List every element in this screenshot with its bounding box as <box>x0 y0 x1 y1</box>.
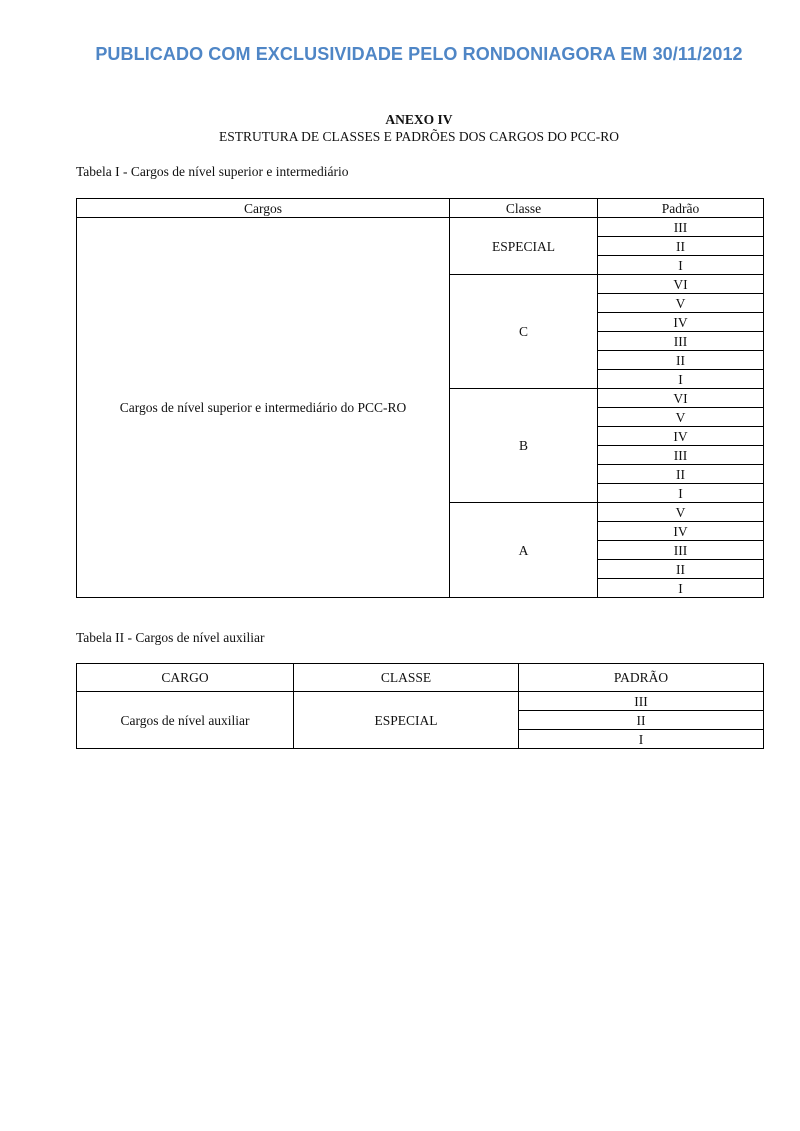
table1-padrao-cell: II <box>598 465 764 484</box>
table2-padrao-cell: I <box>519 730 764 749</box>
table1-padrao-cell: I <box>598 484 764 503</box>
table2-header-padrao: PADRÃO <box>519 664 764 692</box>
table2-classe-cell: ESPECIAL <box>294 692 519 749</box>
table1-padrao-cell: IV <box>598 522 764 541</box>
table1-header-classe: Classe <box>450 199 598 218</box>
table1-padrao-cell: V <box>598 503 764 522</box>
table1-header-cargos: Cargos <box>77 199 450 218</box>
table1-padrao-cell: IV <box>598 427 764 446</box>
table2-padrao-cell: III <box>519 692 764 711</box>
table1-padrao-cell: III <box>598 218 764 237</box>
table2-header-row <box>77 664 764 692</box>
table2-header-classe: CLASSE <box>294 664 519 692</box>
table1-padrao-cell: III <box>598 446 764 465</box>
table1-header-padrao: Padrão <box>598 199 764 218</box>
table1-padrao-cell: II <box>598 560 764 579</box>
annex-subtitle: ESTRUTURA DE CLASSES E PADRÕES DOS CARGOS DO PCC-RO <box>218 129 620 144</box>
table1-padrao-cell: I <box>598 370 764 389</box>
table2-cargo-cell: Cargos de nível auxiliar <box>77 692 294 749</box>
table2-body <box>77 692 764 749</box>
table1-padrao-cell: IV <box>598 313 764 332</box>
publication-banner: PUBLICADO COM EXCLUSIVIDADE PELO RONDONIAGORA EM 30/11/2012 <box>95 44 743 64</box>
table1-body <box>77 218 764 598</box>
table-row <box>77 692 764 711</box>
table1-padrao-cell: VI <box>598 275 764 294</box>
table1-padrao-cell: I <box>598 579 764 598</box>
table1-padrao-cell: III <box>598 332 764 351</box>
table1-padrao-cell: VI <box>598 389 764 408</box>
annex-title: ANEXO IV <box>385 112 453 127</box>
table1-padrao-cell: II <box>598 237 764 256</box>
table-row <box>77 218 764 237</box>
table1-classe-cell: C <box>450 275 598 389</box>
table1-classe-cell: B <box>450 389 598 503</box>
table1-padrao-cell: V <box>598 408 764 427</box>
table1 <box>76 198 764 598</box>
table1-header-row <box>77 199 764 218</box>
table1-caption: Tabela I - Cargos de nível superior e intermediário <box>76 164 349 179</box>
table2-caption: Tabela II - Cargos de nível auxiliar <box>76 630 265 645</box>
table1-padrao-cell: I <box>598 256 764 275</box>
table1-padrao-cell: II <box>598 351 764 370</box>
table2 <box>76 663 764 749</box>
table2-header-cargo: CARGO <box>77 664 294 692</box>
table1-classe-cell: A <box>450 503 598 598</box>
table1-padrao-cell: III <box>598 541 764 560</box>
table1-cargo-cell: Cargos de nível superior e intermediário do PCC-RO <box>77 218 450 598</box>
table2-padrao-cell: II <box>519 711 764 730</box>
table1-padrao-cell: V <box>598 294 764 313</box>
table1-classe-cell: ESPECIAL <box>450 218 598 275</box>
